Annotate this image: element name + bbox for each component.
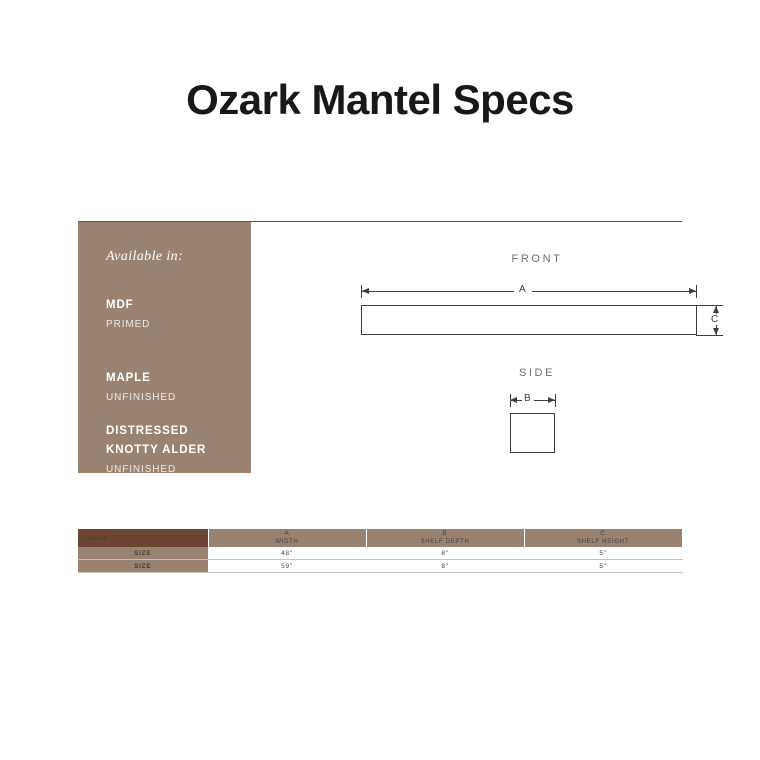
dimension-c-ext-top xyxy=(696,305,723,306)
dimension-a-arrow-right xyxy=(689,288,696,294)
material-finish: UNFINISHED xyxy=(106,464,177,475)
material-item-distressed-knotty-alder xyxy=(106,422,206,479)
table-header-a xyxy=(208,529,366,547)
available-in-label: Available in: xyxy=(106,249,184,264)
dimension-b-label: B xyxy=(524,393,532,404)
table-header-a-letter: A xyxy=(284,530,290,537)
dimension-b-tick-left xyxy=(510,394,511,407)
dimension-b-tick-right xyxy=(555,394,556,407)
table-header-b-letter: B xyxy=(442,530,448,537)
table-header-c xyxy=(524,529,682,547)
dimension-c-arrow-down xyxy=(713,328,719,335)
material-name: MDF xyxy=(106,299,134,311)
dimension-c-label: C xyxy=(711,314,720,325)
table-row xyxy=(78,547,682,560)
row-value-a: 59" xyxy=(208,560,366,573)
table-brand-cell: Ozark xyxy=(78,529,208,547)
row-value-b: 8" xyxy=(366,547,524,560)
side-view-label: SIDE xyxy=(518,367,556,379)
row-value-a: 48" xyxy=(208,547,366,560)
table-header-a-sub: WIDTH xyxy=(275,539,299,545)
front-elevation-shape xyxy=(361,305,697,335)
dimension-a-tick-left xyxy=(361,285,362,298)
spec-panel xyxy=(78,221,720,475)
drawing-column xyxy=(251,222,720,473)
dimension-a-tick-right xyxy=(696,285,697,298)
dimension-b-arrow-right xyxy=(548,397,555,403)
table-header-c-letter: C xyxy=(600,530,606,537)
table-header-c-sub: SHELF HEIGHT xyxy=(576,539,630,545)
dimension-a-arrow-left xyxy=(362,288,369,294)
row-value-b: 8" xyxy=(366,560,524,573)
material-name: MAPLE xyxy=(106,372,151,384)
material-item-maple xyxy=(106,369,176,407)
table-header-b-sub: SHELF DEPTH xyxy=(420,539,470,545)
dimension-a-label: A xyxy=(514,284,532,295)
row-value-c: 5" xyxy=(524,547,682,560)
dimension-b-arrow-left xyxy=(510,397,517,403)
material-finish: UNFINISHED xyxy=(106,392,177,403)
material-item-mdf xyxy=(106,296,150,334)
table-header-b xyxy=(366,529,524,547)
page-title: Ozark Mantel Specs xyxy=(186,76,574,123)
material-finish: PRIMED xyxy=(106,319,151,330)
row-value-c: 5" xyxy=(524,560,682,573)
material-name: DISTRESSED xyxy=(106,425,189,437)
spec-table xyxy=(78,529,683,573)
dimension-c-arrow-up xyxy=(713,306,719,313)
dimension-c-ext-bottom xyxy=(696,335,723,336)
side-elevation-shape xyxy=(510,413,555,453)
table-row xyxy=(78,560,682,573)
row-label: SIZE xyxy=(78,560,208,573)
table-header-row xyxy=(78,529,682,547)
materials-column xyxy=(78,222,251,473)
row-label: SIZE xyxy=(78,547,208,560)
front-view-label: FRONT xyxy=(511,253,563,265)
material-name-line2: KNOTTY ALDER xyxy=(106,444,207,456)
